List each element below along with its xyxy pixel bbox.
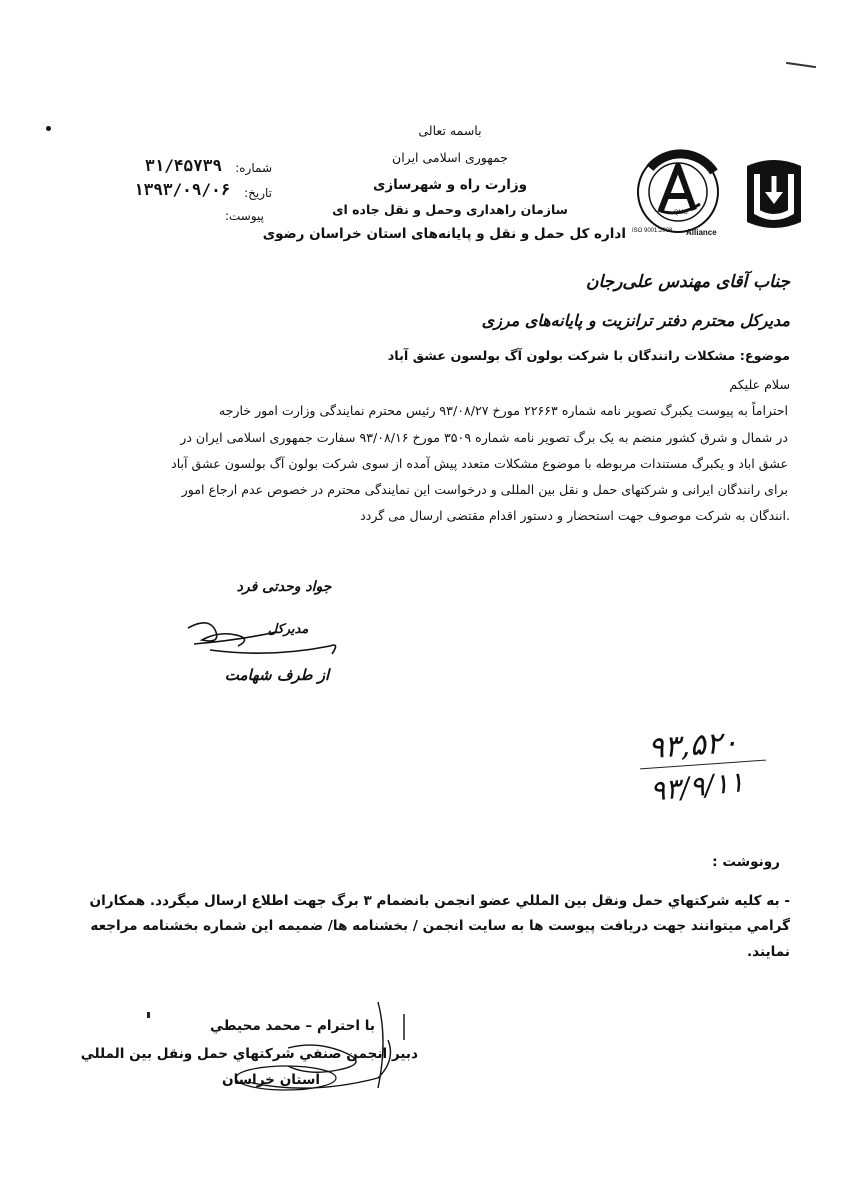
body-line-4: برای رانندگان ایرانی و شرکتهای حمل و نقل بین المللی و درخواست این نمایندگی محترم در خصوص عدم ارجاع امور [181, 482, 788, 497]
scan-speck [147, 1012, 150, 1018]
cc-regards: با احترام – محمد محيطي [210, 1018, 375, 1034]
letter-number: ۳۱/۴۵۷۳۹ [145, 156, 223, 175]
body-line-1: احتراماً به پیوست یکبرگ تصویر نامه شماره ۲۲۶۶۳ مورخ ۹۳/۰۸/۲۷ رئیس محترم نمایندگی وزارت امور خارجه [218, 403, 788, 418]
signatory-title: مدیرکل [267, 622, 309, 637]
certification-logo [628, 148, 738, 248]
republic-name: جمهوری اسلامی ایران [392, 150, 508, 165]
cc-province: استان خراسان [221, 1072, 320, 1088]
scan-speck [46, 126, 51, 131]
body-line-3: عشق اباد و یکبرگ مستندات مربوطه با موضوع مشکلات متعدد پیش آمده از سوی شرکت بولون آگ بولسون عشق آباد [171, 456, 788, 471]
handwritten-signature-icon [180, 610, 360, 670]
organization-name: سازمان راهداری وحمل و نقل جاده ای [332, 202, 568, 217]
handwritten-signature-icon [221, 1000, 428, 1100]
cc-line-1: - به كليه شركتهاي حمل ونقل بين المللي عضو انجمن بانضمام ۳ برگ جهت اطلاع ارسال ميگردد. همكاران [89, 893, 790, 909]
iso-text: ISO 9001:2008 [632, 228, 673, 234]
date-label: تاریخ: [244, 186, 272, 200]
letter-date: ۱۳۹۳/۰۹/۰۶ [134, 180, 231, 199]
cc-organization: دبير انجمن صنفي شركتهاي حمل ونقل بين المللي [80, 1046, 418, 1062]
signatory-name: جواد وحدتی فرد [236, 579, 332, 595]
scan-mark [786, 62, 816, 68]
body-line-2: در شمال و شرق کشور منضم به یک برگ تصویر نامه شماره ۳۵۰۹ مورخ ۹۳/۰۸/۱۶ سفارت جمهوری اسلامی ایران در [180, 430, 788, 445]
body-line-5: .انندگان به شرکت موصوف جهت استحضار و دستور اقدام مقتضی ارسال می گردد [360, 508, 790, 523]
number-label: شماره: [235, 161, 272, 175]
on-behalf-of: از طرف شهامت [224, 666, 330, 684]
cc-line-2: گرامي ميتوانند جهت دريافت پيوست ها به سايت انجمن / بخشنامه ها/ ضميمه اين شماره بخشنامه مراجعه [90, 918, 790, 934]
addressee-title: مدیرکل محترم دفتر ترانزیت و پایانه‌های مرزی [481, 311, 790, 330]
ministry-name: وزارت راه و شهرسازی [372, 177, 528, 193]
alliance-text: Alliance [686, 228, 717, 237]
addressee-name: جناب آقای مهندس علی‌رجان [586, 272, 790, 292]
qms-text: QMS [674, 210, 688, 216]
attachment-label: پیوست: [224, 209, 264, 223]
department-name: اداره کل حمل و نقل و پایانه‌های استان خراسان رضوی [262, 226, 626, 242]
cc-signature-scribble [221, 1000, 428, 1100]
cc-line-3: نمايند. [747, 944, 790, 960]
organization-logo [741, 152, 807, 236]
road-organization-emblem-icon [741, 152, 807, 236]
invocation: باسمه تعالی [418, 123, 482, 138]
handwritten-date: ۹۳/۹/۱۱ [648, 765, 746, 808]
cc-heading: رونوشت : [712, 854, 780, 870]
subject-line: موضوع: مشکلات رانندگان با شرکت بولون آگ بولسون عشق آباد [387, 349, 790, 364]
greeting: سلام علیکم [729, 377, 790, 392]
signature-scribble [180, 610, 360, 670]
handwritten-reference: ۹۳,۵۲۰ [646, 724, 740, 767]
